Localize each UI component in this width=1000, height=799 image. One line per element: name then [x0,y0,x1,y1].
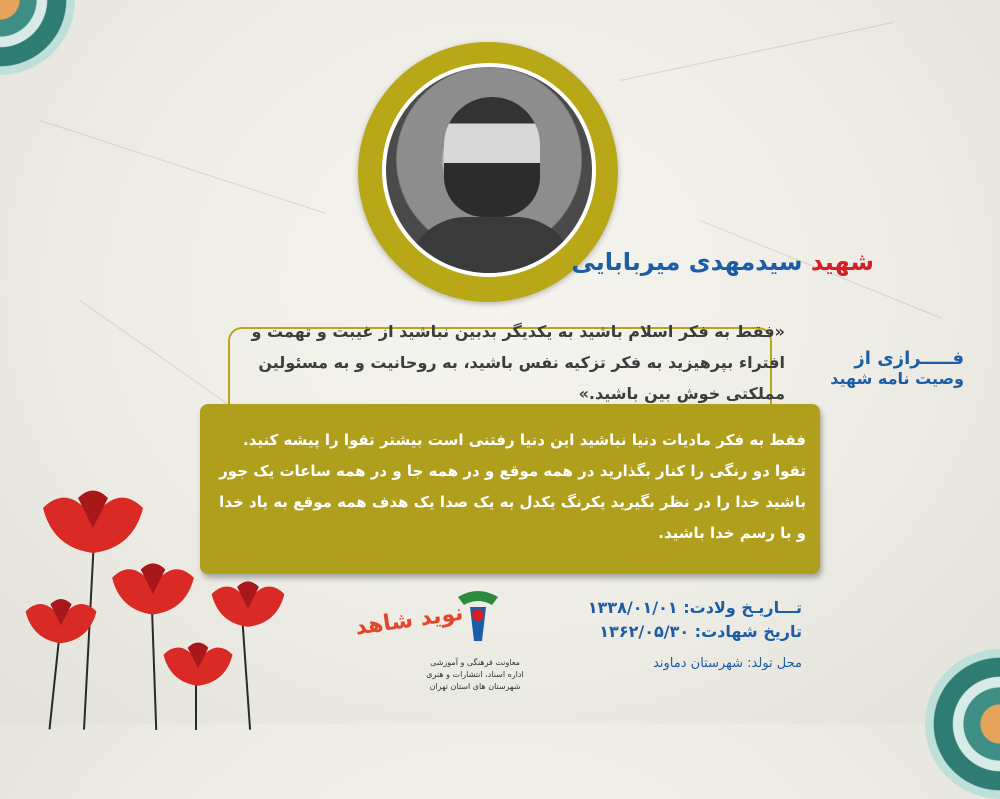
martyr-name [571,248,874,276]
tulip-flower-icon [108,560,198,620]
org-line2: اداره اسناد، انتشارات و هنری [426,670,524,679]
martyr-portrait [382,63,596,277]
portrait-body [406,217,576,277]
tulip-flower-icon [22,596,100,648]
background-texture [79,300,243,416]
tulip-flower-icon [208,578,288,632]
background-texture [40,120,326,214]
corner-ornament-top-left [0,0,75,75]
navid-shahed-logo: نوید شاهد [353,600,465,641]
dates-block [588,596,802,644]
organization-text [400,657,550,693]
corner-ornament-bottom-right [925,649,1000,799]
section-label [830,348,964,388]
name-prefix: شهید [810,248,874,276]
portrait-head [444,97,540,217]
org-line3: شهرستان های استان تهران [429,682,521,691]
will-excerpt-text: فقط به فکر مادیات دنیا نباشید این دنیا رفتنی است بیشتر تقوا را پیشه کنید. تقوا دو رنگی را کنار بگذارید در همه موقع و در همه جا و در همه ساعات یک جور باشید خدا را در نظر بگیرید یکرنگ یکدل به یک صدا یک هدف همه موقع به یاد خدا و با رسم خدا باشید. [219,431,806,542]
section-label-line1: فـــــرازی از [854,348,964,369]
tulip-flower-icon [160,640,236,690]
birth-date: تـــاریـخ ولادت: ۱۳۳۸/۰۱/۰۱ [587,598,802,617]
section-label-line2: وصیت نامه شهید [830,369,964,388]
martyrdom-date: تاریخ شهادت: ۱۳۶۲/۰۵/۳۰ [599,622,802,641]
name-text: سیدمهدی میربابایی [571,248,803,276]
tulip-flower-icon [38,488,148,558]
background-texture [620,22,894,81]
org-line1: معاونت فرهنگی و آموزشی [430,658,520,667]
birthplace: محل تولد: شهرستان دماوند [653,656,802,671]
quote-text: «فقط به فکر اسلام باشید به یکدیگر بدبین نباشید از غیبت و تهمت و افتراء بپرهیزید به فکر تزکیه نفس باشید، به روحانیت و به مسئولین مملکتی خوش بین باشید.» [251,322,785,403]
